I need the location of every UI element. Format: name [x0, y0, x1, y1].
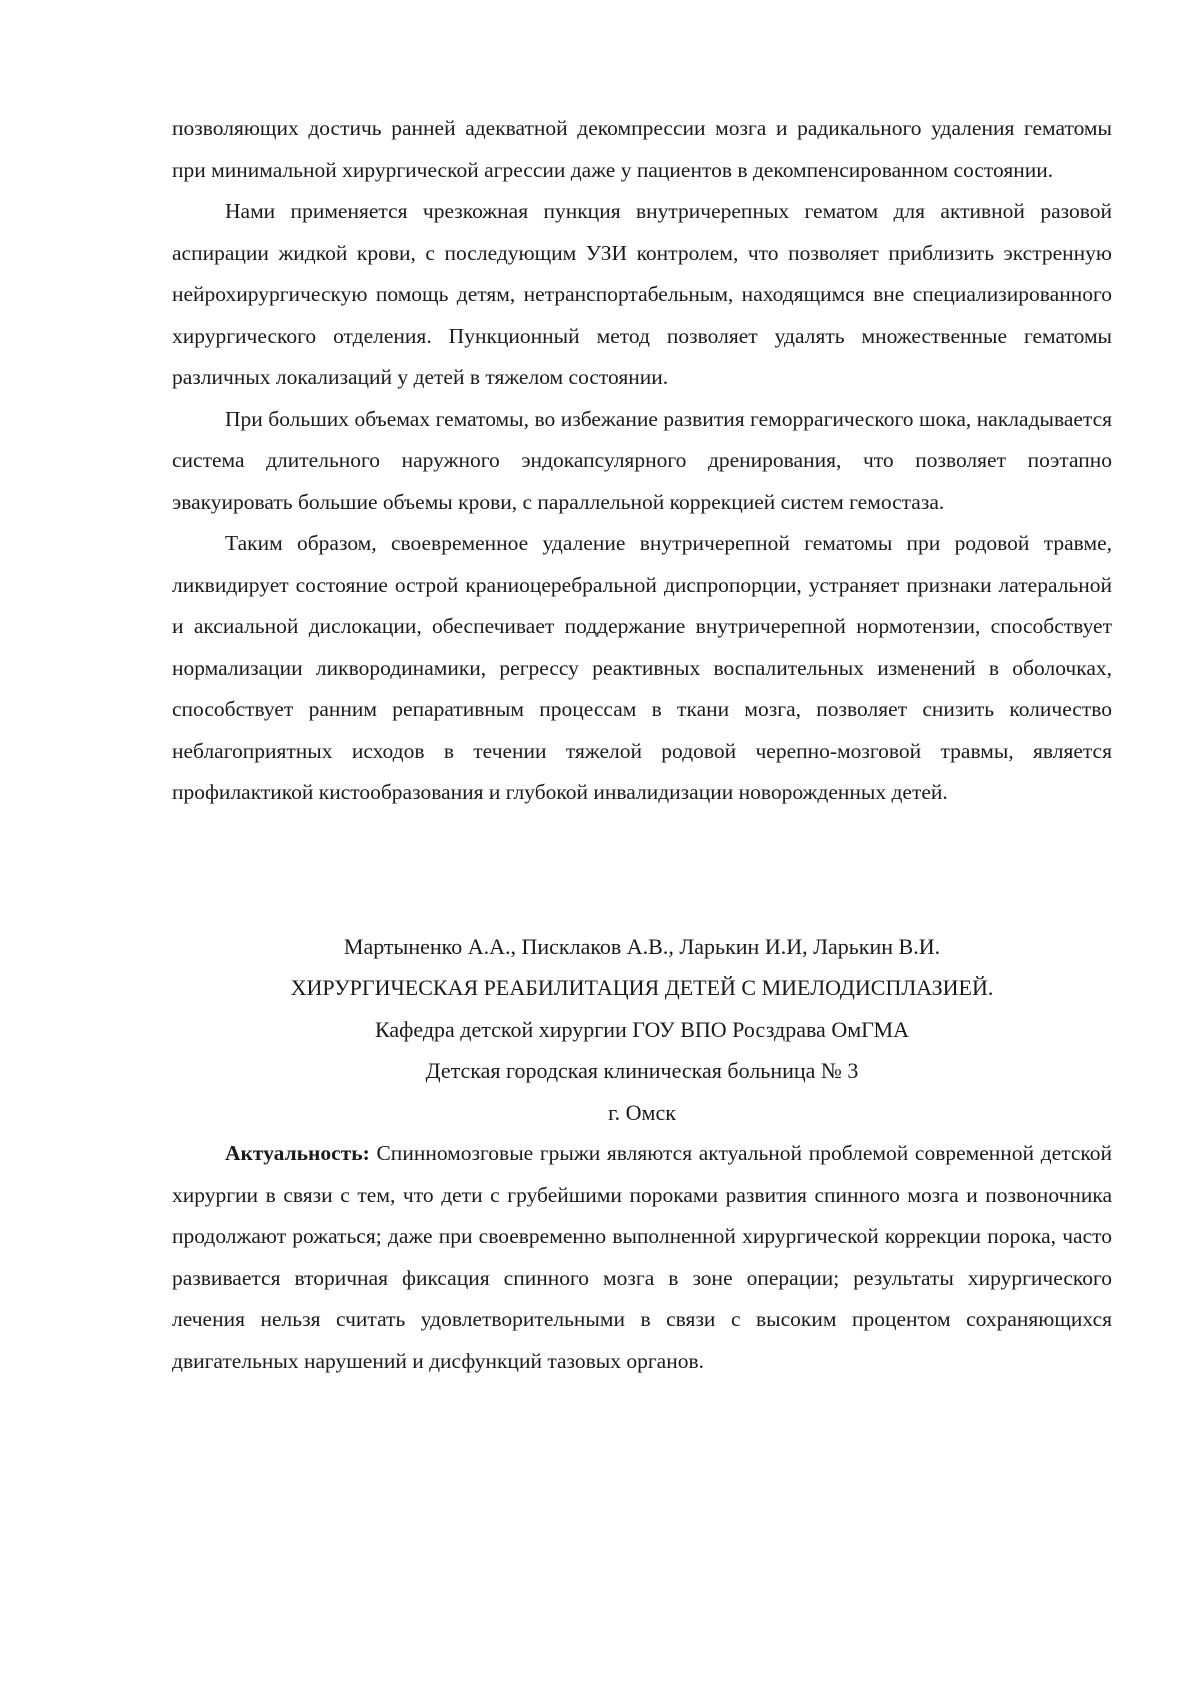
- section-gap: [172, 814, 1112, 926]
- paragraph-drainage: При больших объемах гематомы, во избежание развития геморрагического шока, накладывается система длительного наружного эндокапсулярного дренирования, что позволяет поэтапно эвакуировать большие объемы крови, с параллельной коррекцией систем гемостаза.: [172, 406, 1112, 514]
- relevance-label: Актуальность:: [225, 1141, 370, 1165]
- paragraph-puncture-method: Нами применяется чрезкожная пункция внутричерепных гематом для активной разовой аспирации жидкой крови, с последующим УЗИ контролем, что позволяет приблизить экстренную нейрохирургическую помощь детям, нетранспортабельным, находящимся вне специализированного хирургического отделения. Пункционный метод позволяет удалять множественные гематомы различных локализаций у детей в тяжелом состоянии.: [172, 199, 1112, 389]
- article-title: ХИРУРГИЧЕСКАЯ РЕАБИЛИТАЦИЯ ДЕТЕЙ С МИЕЛОДИСПЛАЗИЕЙ.: [290, 975, 994, 1000]
- paragraph-continuation: позволяющих достичь ранней адекватной декомпрессии мозга и радикального удаления гематомы при минимальной хирургической агрессии даже у пациентов в декомпенсированном состоянии.: [172, 116, 1112, 182]
- relevance-text: Спинномозговые грыжи являются актуальной проблемой современной детской хирургии в связи с тем, что дети с грубейшими пороками развития спинного мозга и позвоночника продолжают рожаться; даже при своевременно выполненной хирургической коррекции порока, часто развивается вторичная фиксация спинного мозга в зоне операции; результаты хирургического лечения нельзя считать удовлетворительными в связи с высоким процентом сохраняющихся двигательных нарушений и дисфункций тазовых органов.: [172, 1141, 1112, 1373]
- article-hospital: Детская городская клиническая больница № 3: [425, 1058, 859, 1083]
- article-authors: Мартыненко А.А., Писклаков А.В., Ларькин И.И, Ларькин В.И.: [343, 933, 941, 959]
- document-page: [172, 108, 1112, 1382]
- article-department: Кафедра детской хирургии ГОУ ВПО Росздрава ОмГМА: [374, 1016, 910, 1042]
- paragraph-relevance: [172, 1133, 1112, 1382]
- article-city: г. Омск: [608, 1099, 676, 1125]
- paragraph-conclusion: Таким образом, своевременное удаление внутричерепной гематомы при родовой травме, ликвидирует состояние острой краниоцеребральной диспропорции, устраняет признаки латеральной и аксиальной дислокации, обеспечивает поддержание внутричерепной нормотензии, способствует нормализации ликвородинамики, регрессу реактивных воспалительных изменений в оболочках, способствует ранним репаративным процессам в ткани мозга, позволяет снизить количество неблагоприятных исходов в течении тяжелой родовой черепно-мозговой травмы, является профилактикой кистообразования и глубокой инвалидизации новорожденных детей.: [172, 531, 1112, 804]
